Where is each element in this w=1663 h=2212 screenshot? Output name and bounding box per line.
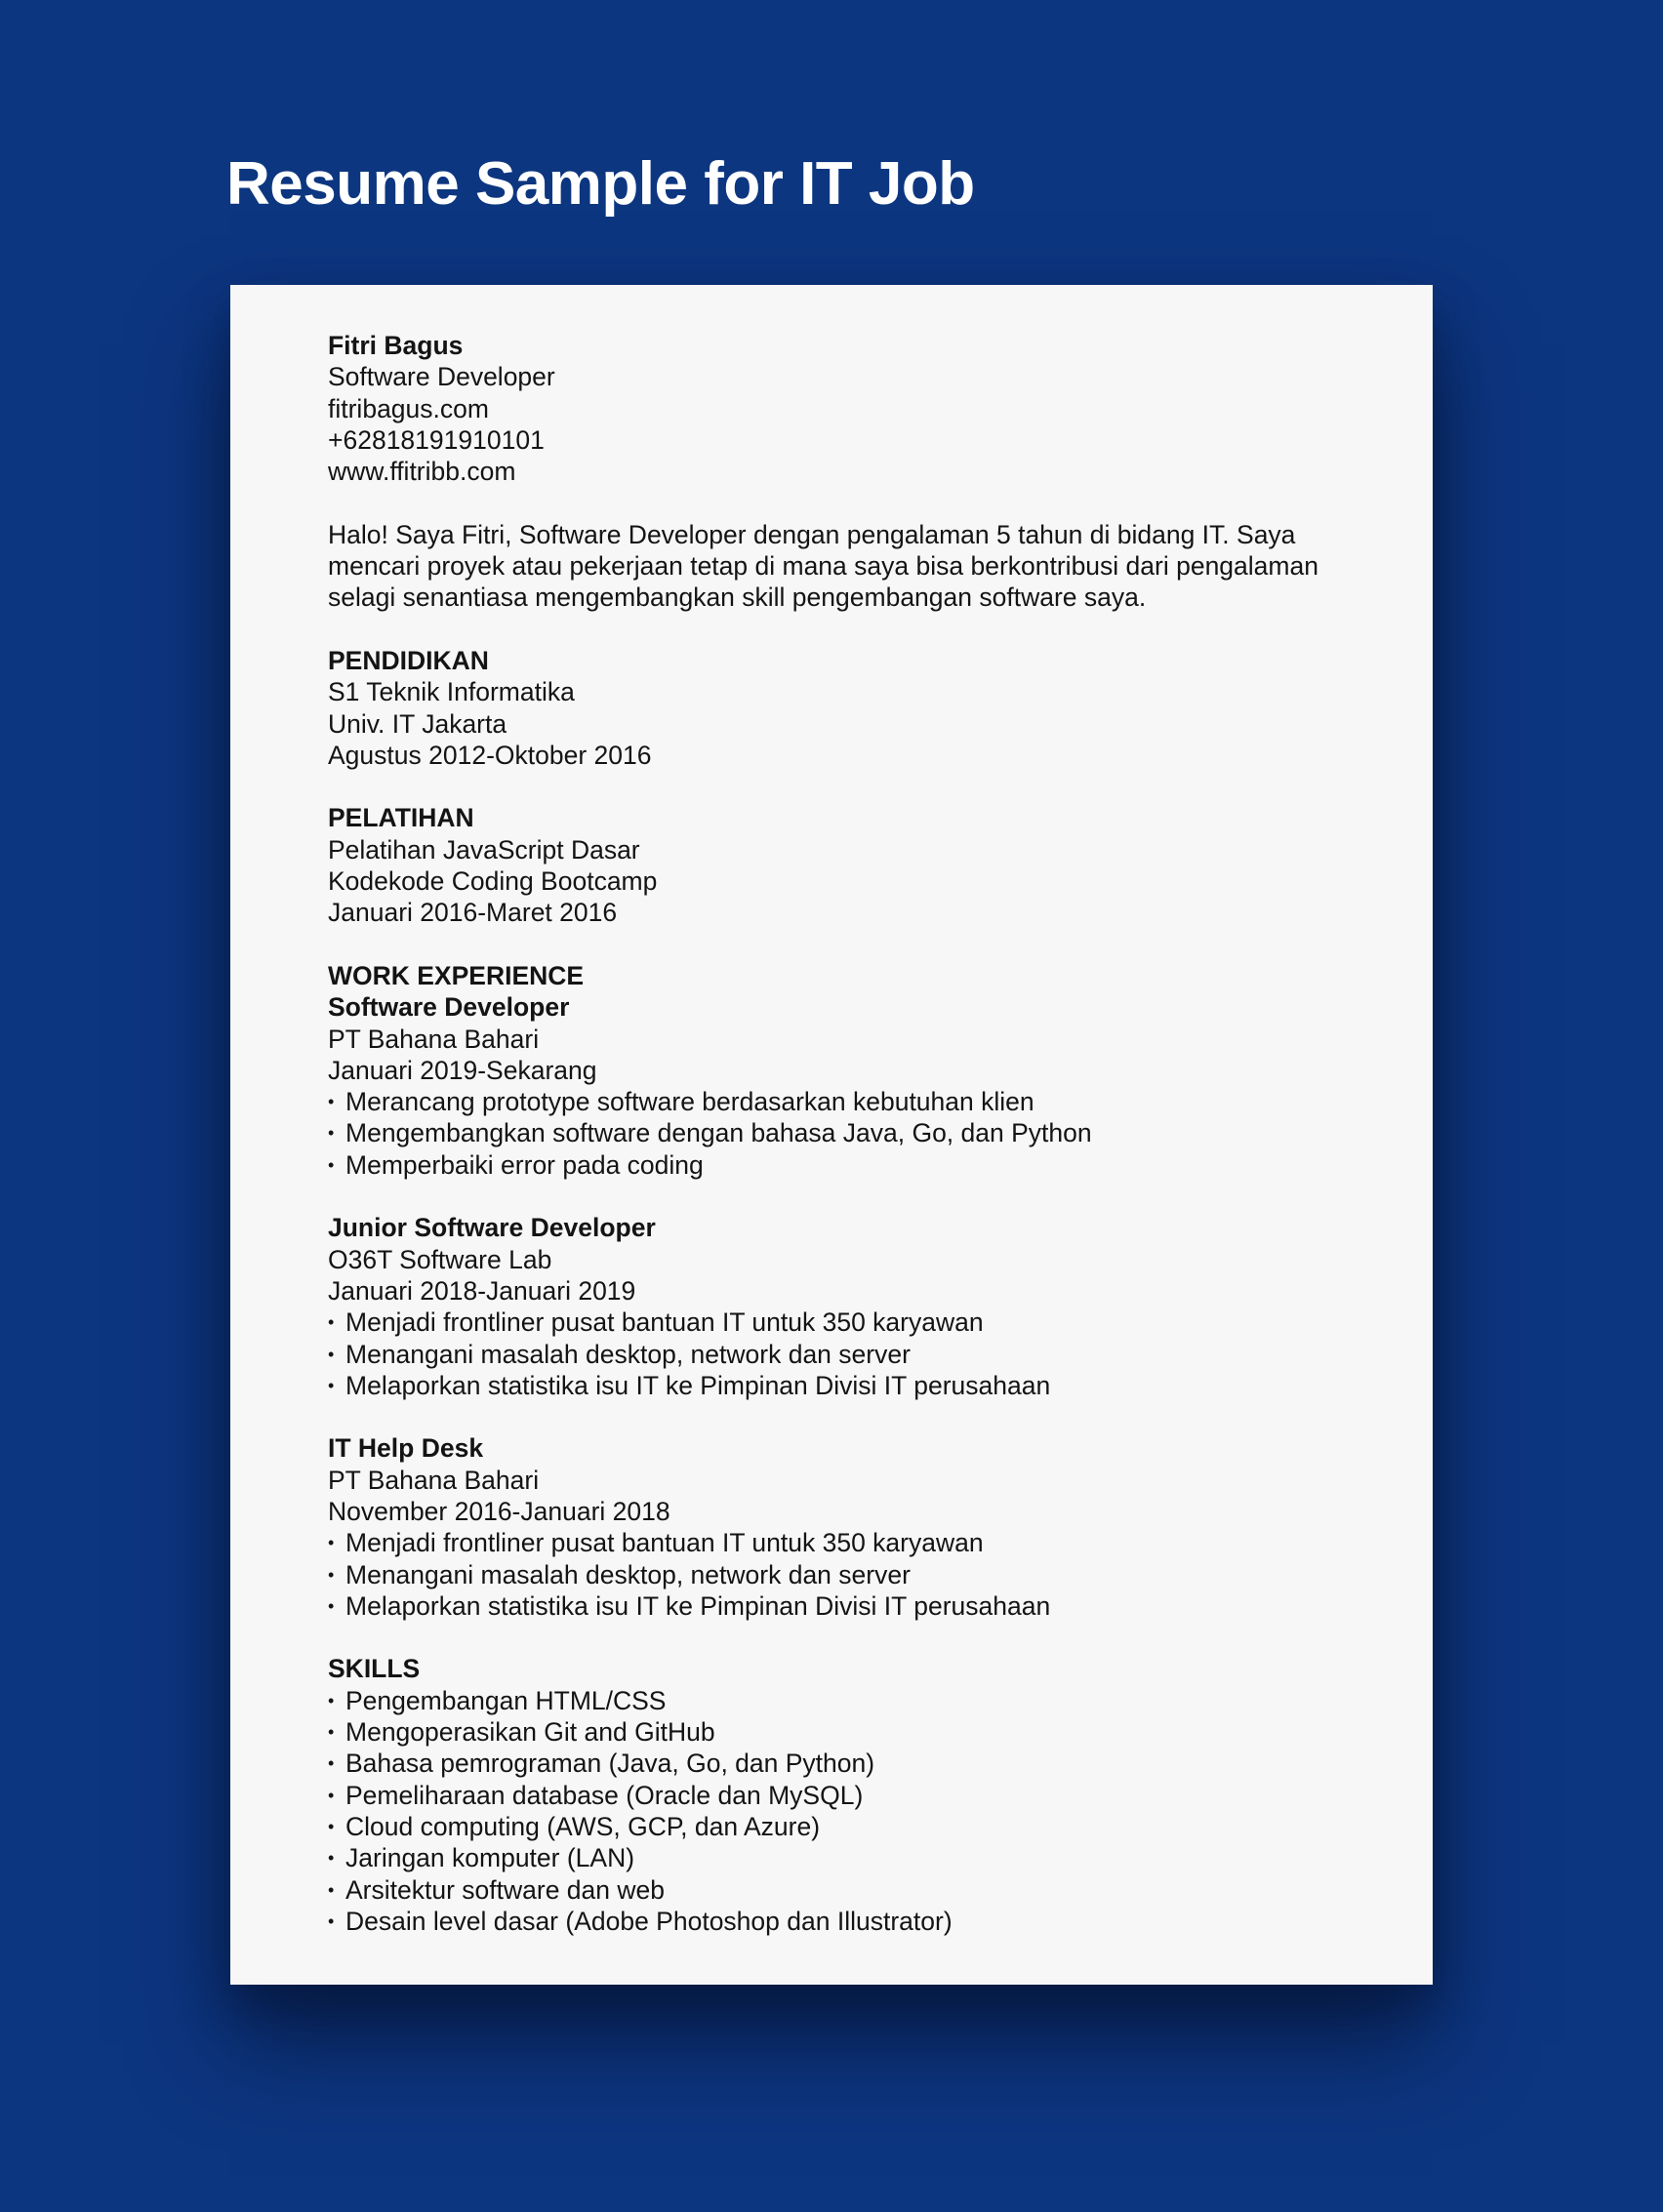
contact-section [328, 330, 1362, 487]
job-duties [328, 1527, 1362, 1622]
resume-phone: +62818191910101 [328, 424, 545, 455]
training-provider: Kodekode Coding Bootcamp [328, 866, 658, 897]
job-period: November 2016-Januari 2018 [328, 1496, 670, 1526]
training-section [328, 802, 1362, 928]
education-period: Agustus 2012-Oktober 2016 [328, 740, 652, 770]
skill-item: • Bahasa pemrograman (Java, Go, dan Python) [328, 1748, 1362, 1779]
skill-item: • Jaringan komputer (LAN) [328, 1842, 1362, 1873]
job-duties [328, 1307, 1362, 1401]
job-company: PT Bahana Bahari [328, 1465, 540, 1495]
resume-paper [230, 285, 1433, 1985]
job-entry [328, 991, 1362, 1181]
job-duty-item: • Menangani masalah desktop, network dan server [328, 1339, 1362, 1370]
job-company: O36T Software Lab [328, 1244, 552, 1274]
job-duty-item: • Melaporkan statistika isu IT ke Pimpinan Divisi IT perusahaan [328, 1590, 1362, 1622]
job-duty-item: • Merancang prototype software berdasarkan kebutuhan klien [328, 1086, 1362, 1117]
resume-name: Fitri Bagus [328, 331, 464, 360]
education-section [328, 645, 1362, 771]
resume-role: Software Developer [328, 362, 555, 392]
job-duty-item: • Menjadi frontliner pusat bantuan IT untuk 350 karyawan [328, 1527, 1362, 1558]
page-title: Resume Sample for IT Job [226, 150, 975, 218]
training-heading: PELATIHAN [328, 803, 474, 833]
resume-email: fitribagus.com [328, 393, 489, 423]
skills-section [328, 1653, 1362, 1937]
resume-summary: Halo! Saya Fitri, Software Developer dengan pengalaman 5 tahun di bidang IT. Saya mencari proyek atau pekerjaan tetap di mana saya bisa berkontribusi dari pengalaman selagi senantiasa mengembangkan skill pengembangan software saya. [328, 519, 1318, 613]
skills-heading: SKILLS [328, 1654, 421, 1684]
job-duty-item: • Melaporkan statistika isu IT ke Pimpinan Divisi IT perusahaan [328, 1370, 1362, 1401]
job-title: Software Developer [328, 992, 570, 1023]
job-title: IT Help Desk [328, 1433, 484, 1464]
skill-item: • Pengembangan HTML/CSS [328, 1685, 1362, 1716]
job-title: Junior Software Developer [328, 1213, 656, 1243]
job-entry [328, 1432, 1362, 1622]
work-section [328, 960, 1362, 1622]
skill-item: • Arsitektur software dan web [328, 1874, 1362, 1906]
skill-item: • Mengoperasikan Git and GitHub [328, 1716, 1362, 1748]
job-period: Januari 2019-Sekarang [328, 1055, 597, 1085]
education-school: Univ. IT Jakarta [328, 708, 507, 739]
job-period: Januari 2018-Januari 2019 [328, 1275, 636, 1306]
job-company: PT Bahana Bahari [328, 1024, 540, 1054]
skill-item: • Cloud computing (AWS, GCP, dan Azure) [328, 1811, 1362, 1842]
job-duty-item: • Menangani masalah desktop, network dan server [328, 1559, 1362, 1590]
education-heading: PENDIDIKAN [328, 645, 489, 675]
training-period: Januari 2016-Maret 2016 [328, 898, 618, 928]
job-duty-item: • Mengembangkan software dengan bahasa Java, Go, dan Python [328, 1117, 1362, 1148]
job-entry [328, 1212, 1362, 1401]
skills-list [328, 1685, 1362, 1937]
skill-item: • Pemeliharaan database (Oracle dan MySQL) [328, 1780, 1362, 1811]
resume-content [328, 330, 1362, 1937]
education-degree: S1 Teknik Informatika [328, 677, 575, 707]
job-duty-item: • Menjadi frontliner pusat bantuan IT untuk 350 karyawan [328, 1307, 1362, 1338]
job-duty-item: • Memperbaiki error pada coding [328, 1149, 1362, 1181]
work-heading: WORK EXPERIENCE [328, 960, 585, 990]
resume-website: www.ffitribb.com [328, 457, 516, 487]
training-course: Pelatihan JavaScript Dasar [328, 834, 640, 865]
job-duties [328, 1086, 1362, 1181]
skill-item: • Desain level dasar (Adobe Photoshop dan Illustrator) [328, 1906, 1362, 1937]
